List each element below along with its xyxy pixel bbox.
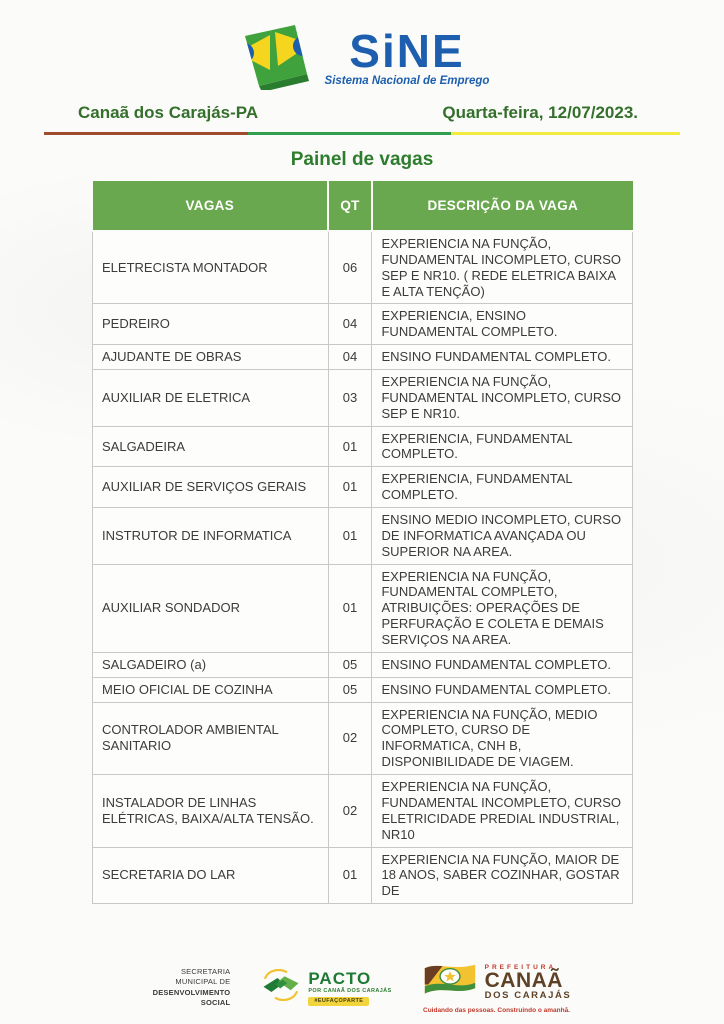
vacancy-name-cell: AUXILIAR DE SERVIÇOS GERAIS [93, 467, 329, 508]
vacancy-desc-cell: EXPERIENCIA NA FUNÇÃO, MAIOR DE 18 ANOS, SABER COZINHAR, GOSTAR DE [372, 847, 633, 904]
city-label: Canaã dos Carajás-PA [78, 103, 259, 122]
table-row [93, 652, 633, 677]
vacancy-qt-cell: 01 [328, 467, 372, 508]
vacancy-qt-cell: 06 [328, 231, 372, 304]
vacancy-name-cell: ELETRECISTA MONTADOR [93, 231, 329, 304]
pacto-wordmark: PACTO [308, 968, 372, 988]
date-label: Quarta-feira, 12/07/2023. [442, 103, 638, 122]
canaa-wordmark: CANAÃ [484, 968, 563, 992]
vacancy-qt-cell: 01 [328, 426, 372, 467]
vacancy-name-cell: AUXILIAR SONDADOR [93, 564, 329, 652]
prefeitura-label: PREFEITURA [484, 963, 557, 971]
pacto-text-block [308, 970, 391, 1006]
col-header-qt: QT [328, 180, 372, 231]
handshake-icon [260, 969, 302, 1006]
vacancy-desc-cell: EXPERIENCIA NA FUNÇÃO, FUNDAMENTAL INCOMPLETO, CURSO SEP E NR10. ( REDE ELETRICA BAIXA E ALTA TENÇÃO) [372, 231, 633, 304]
vacancy-desc-cell: EXPERIENCIA NA FUNÇÃO, MEDIO COMPLETO, CURSO DE INFORMATICA, CNH B, DISPONIBILIDADE DE VIAGEM. [372, 702, 633, 774]
vacancy-name-cell: MEIO OFICIAL DE COZINHA [93, 677, 329, 702]
header-row [0, 103, 724, 123]
footer [0, 961, 724, 1014]
table-row [93, 847, 633, 904]
vacancy-desc-cell: EXPERIENCIA, FUNDAMENTAL COMPLETO. [372, 426, 633, 467]
vacancy-name-cell: INSTALADOR DE LINHAS ELÉTRICAS, BAIXA/ALTA TENSÃO. [93, 775, 329, 847]
sine-wordmark-block [324, 24, 490, 88]
vacancy-qt-cell: 04 [328, 304, 372, 345]
divider-brown-segment [44, 132, 248, 135]
col-header-vagas: VAGAS [93, 180, 329, 231]
vacancy-qt-cell: 01 [328, 847, 372, 904]
vacancy-name-cell: PEDREIRO [93, 304, 329, 345]
vacancy-desc-cell: ENSINO FUNDAMENTAL COMPLETO. [372, 677, 633, 702]
vacancy-name-cell: AJUDANTE DE OBRAS [93, 345, 329, 370]
dos-carajas-wordmark: DOS CARAJÁS [484, 990, 572, 1002]
pacto-hashtag-badge: #EUFAÇOPARTE [308, 997, 369, 1006]
divider-green-segment [248, 132, 452, 135]
vacancy-desc-cell: EXPERIENCIA NA FUNÇÃO, FUNDAMENTAL INCOMPLETO, CURSO SEP E NR10. [372, 370, 633, 427]
vacancy-desc-cell: ENSINO FUNDAMENTAL COMPLETO. [372, 652, 633, 677]
vacancy-desc-cell: ENSINO FUNDAMENTAL COMPLETO. [372, 345, 633, 370]
secretaria-line: SECRETARIA [180, 967, 231, 977]
vacancy-name-cell: SALGADEIRO (a) [93, 652, 329, 677]
table-row [93, 345, 633, 370]
canaa-flag-icon [422, 961, 478, 1004]
tricolor-divider [44, 132, 680, 135]
vacancy-qt-cell: 01 [328, 564, 372, 652]
vacancy-desc-cell: EXPERIENCIA, FUNDAMENTAL COMPLETO. [372, 467, 633, 508]
sine-wordmark: SiNE [349, 24, 465, 77]
vacancy-qt-cell: 05 [328, 677, 372, 702]
divider-yellow-segment [451, 132, 680, 135]
vacancy-name-cell: SECRETARIA DO LAR [93, 847, 329, 904]
vacancy-name-cell: AUXILIAR DE ELETRICA [93, 370, 329, 427]
secretaria-line: DESENVOLVIMENTO [152, 987, 231, 997]
table-row [93, 231, 633, 304]
prefeitura-text-block [485, 964, 572, 1002]
col-header-descricao: DESCRIÇÃO DA VAGA [372, 180, 633, 231]
sine-subtitle: Sistema Nacional de Emprego [324, 75, 490, 88]
vacancy-name-cell: SALGADEIRA [93, 426, 329, 467]
table-row [93, 702, 633, 774]
vacancy-qt-cell: 03 [328, 370, 372, 427]
vacancies-table [92, 179, 633, 904]
sine-cube-icon [235, 22, 313, 95]
pacto-subtitle: POR CANAÃ DOS CARAJÁS [308, 987, 392, 994]
vacancy-name-cell: INSTRUTOR DE INFORMATICA [93, 508, 329, 565]
vacancy-qt-cell: 01 [328, 508, 372, 565]
vacancy-name-cell: CONTROLADOR AMBIENTAL SANITARIO [93, 702, 329, 774]
page-title: Painel de vagas [290, 149, 434, 170]
table-row [93, 370, 633, 427]
vacancy-desc-cell: EXPERIENCIA, ENSINO FUNDAMENTAL COMPLETO. [372, 304, 633, 345]
vacancy-qt-cell: 02 [328, 702, 372, 774]
table-row [93, 304, 633, 345]
table-row [93, 775, 633, 847]
secretaria-line: MUNICIPAL DE [175, 977, 231, 987]
table-row [93, 677, 633, 702]
pacto-logo [260, 969, 391, 1006]
table-header [93, 180, 633, 231]
table-row [93, 508, 633, 565]
secretaria-line: SOCIAL [200, 997, 231, 1007]
vacancy-qt-cell: 05 [328, 652, 372, 677]
sine-logo [0, 0, 724, 95]
table-row [93, 467, 633, 508]
prefeitura-logo [422, 961, 572, 1014]
table-row [93, 564, 633, 652]
secretaria-text-block [153, 967, 231, 1008]
vacancy-qt-cell: 02 [328, 775, 372, 847]
vacancy-desc-cell: ENSINO MEDIO INCOMPLETO, CURSO DE INFORMATICA AVANÇADA OU SUPERIOR NA AREA. [372, 508, 633, 565]
prefeitura-tagline: Cuidando das pessoas. Construindo o amanhã. [423, 1007, 570, 1014]
vacancy-desc-cell: EXPERIENCIA NA FUNÇÃO, FUNDAMENTAL COMPLETO, ATRIBUIÇÕES: OPERAÇÕES DE PERFURAÇÃO E COLETA E DEMAIS SERVIÇOS NA AREA. [372, 564, 633, 652]
vacancy-qt-cell: 04 [328, 345, 372, 370]
vacancy-desc-cell: EXPERIENCIA NA FUNÇÃO, FUNDAMENTAL INCOMPLETO, CURSO ELETRICIDADE PREDIAL INDUSTRIAL, NR10 [372, 775, 633, 847]
table-row [93, 426, 633, 467]
